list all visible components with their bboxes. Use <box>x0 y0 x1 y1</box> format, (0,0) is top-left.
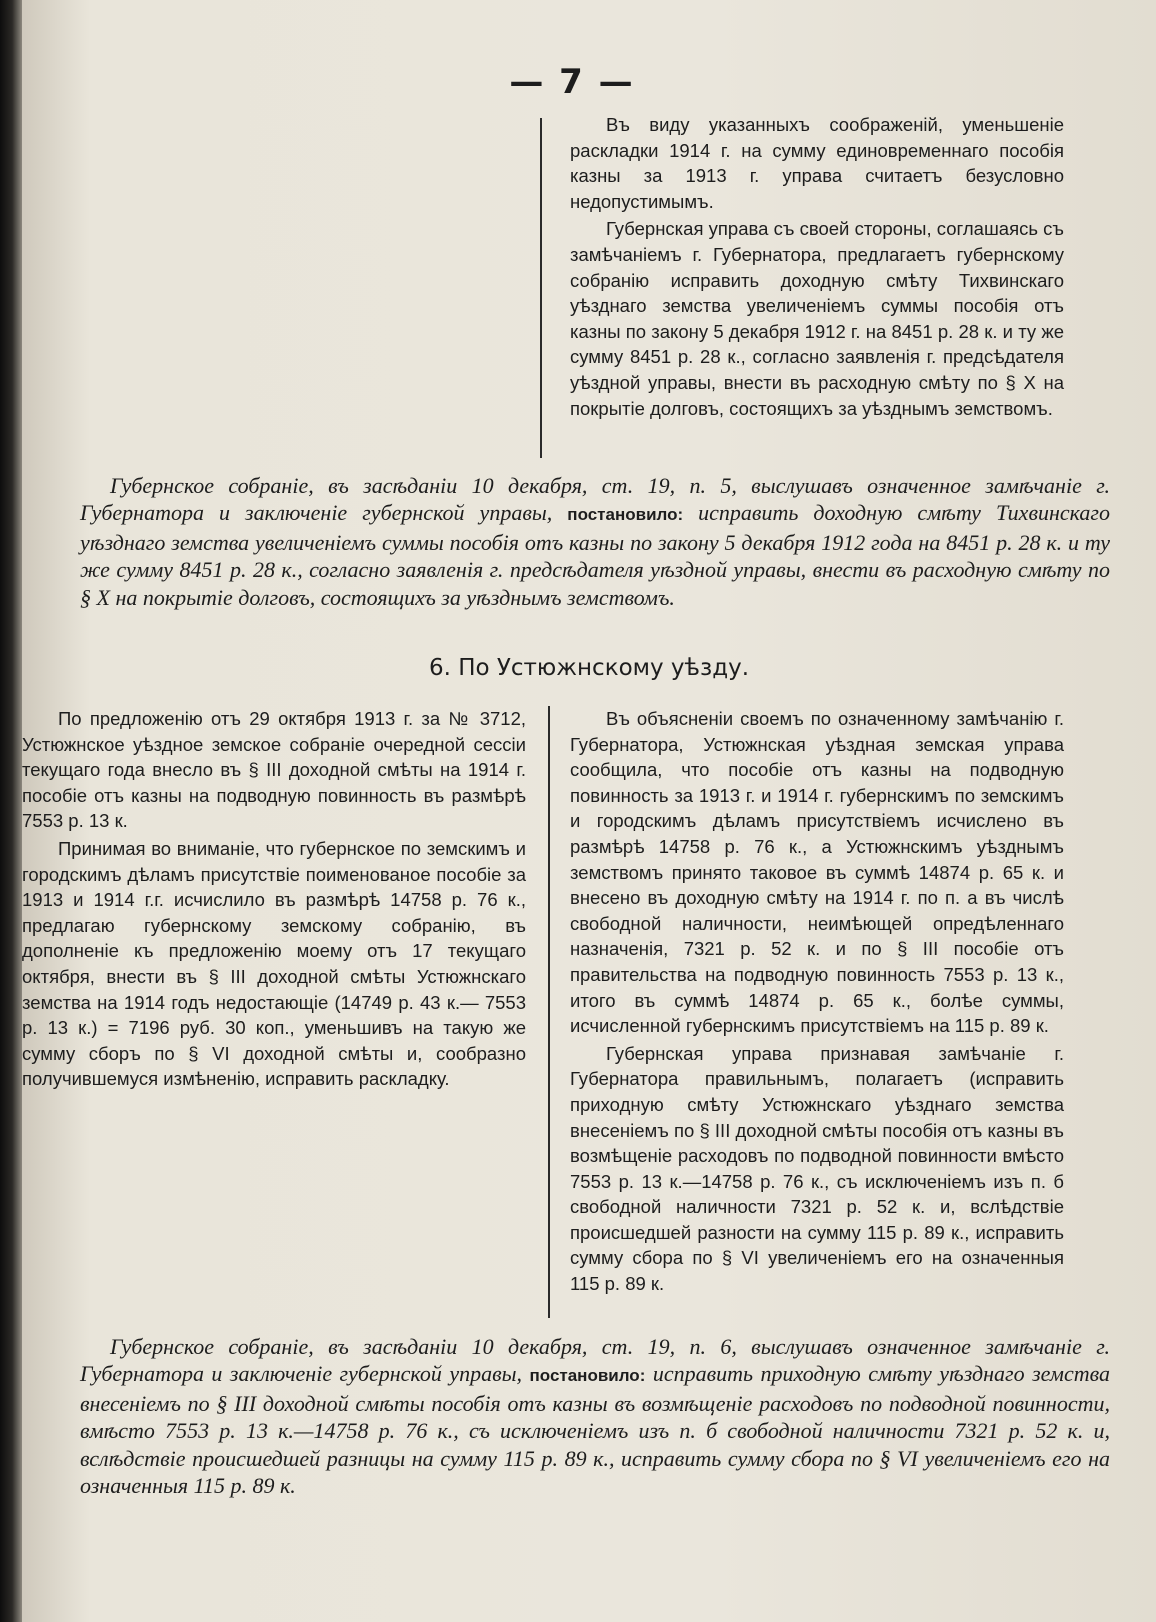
section1-right-column <box>570 112 1064 421</box>
column-divider-bottom <box>548 706 550 1318</box>
section1-paragraph-2: Губернская управа съ своей стороны, соглашаясь съ замѣчаніемъ г. Губернатора, предлагаетъ губернскому собранію исправить доходную смѣту Тихвинскаго уѣзднаго земства увеличеніемъ суммы пособія отъ казны по закону 5 декабря 1912 г. на 8451 р. 28 к. и ту же сумму 8451 р. 28 к., согласно заявленія г. предсѣдателя уѣздной управы, внести въ расходную смѣту по § X на покрытіе долговъ, состоящихъ за уѣзднымъ земствомъ. <box>570 218 1064 419</box>
resolution-ustyuzhna <box>80 1333 1110 1499</box>
column-divider-top <box>540 118 542 458</box>
section-heading-ustyuzhna: 6. По Устюжнскому уѣзду. <box>428 655 750 681</box>
resolution-tikhvin-verdict: постановило: <box>567 505 684 525</box>
resolution-ustyuzhna-text: исправить приходную смѣту уѣзднаго земства внесеніемъ по § III доходной смѣты пособія отъ казны въ возмѣщеніе расходовъ по подводной повинности, вмѣсто 7553 р. 13 к.—14758 р. 76 к., съ исключеніемъ изъ п. б свободной наличности 7321 р. 52 к. и, вслѣдствіе происшедшей разницы на сумму 115 р. 89 к., исправить сумму сбора по § VI увеличеніемъ его на означенныя 115 р. 89 к. <box>80 1361 1110 1499</box>
document-page <box>22 0 1156 1622</box>
section2-left-column <box>22 706 526 1092</box>
page-number: — 7 — <box>509 62 635 102</box>
resolution-tikhvin <box>80 472 1110 611</box>
resolution-tikhvin-text: исправить доходную смѣту Тихвинскаго уѣзднаго земства увеличеніемъ суммы пособія отъ казны по закону 5 декабря 1912 года на 8451 р. 28 к. и ту же сумму 8451 р. 28 к., согласно заявленія г. предсѣдателя уѣздной управы, внести въ расходную смѣту по § X на покрытіе долговъ, состоящихъ за уѣзднымъ земствомъ. <box>80 500 1111 610</box>
section2-left-paragraph-2: Принимая во вниманіе, что губернское по земскимъ и городскимъ дѣламъ присутствіе поименованое пособіе за 1913 и 1914 г.г. исчислило въ размѣрѣ 14758 р. 76 к., предлагаю губернскому земскому собранію, въ дополненіе къ предложенію моему отъ 17 текущаго октября, внести въ § III доходной смѣты Устюжнскаго земства на 1914 годъ недостающіе (14749 р. 43 к.— 7553 р. 13 к.) = 7196 руб. 30 коп., уменьшивъ на такую же сумму сборъ по § VI доходной смѣты и, сообразно получившемуся измѣненію, исправить раскладку. <box>22 837 526 1090</box>
book-spine-shadow <box>0 0 22 1622</box>
resolution-ustyuzhna-verdict: постановило: <box>529 1366 646 1386</box>
section1-paragraph-1: Въ виду указанныхъ соображеній, уменьшеніе раскладки 1914 г. на сумму единовременнаго пособія казны за 1913 г. управа считаетъ безусловно недопустимымъ. <box>570 114 1064 212</box>
section2-right-paragraph-1: Въ объясненіи своемъ по означенному замѣчанію г. Губернатора, Устюжнская уѣздная земская управа сообщила, что пособіе отъ казны на подводную повинность за 1913 г. и 1914 г. губернскимъ по земскимъ и городскимъ дѣламъ присутствіемъ исчислено въ размѣрѣ 14758 р. 76 к., а Устюжнскимъ уѣзднымъ земствомъ принято таковое въ суммѣ 14874 р. 65 к. и внесено въ доходную смѣту на 1914 г. по п. а въ числѣ свободной наличности, неимѣющей опредѣленнаго назначенія, 7321 р. 52 к. и по § III пособіе отъ правительства на подводную повинность 7553 р. 13 к., итого въ суммѣ 14874 р. 65 к., болѣе суммы, исчисленной губернскимъ присутствіемъ на 115 р. 89 к. <box>570 708 1064 1037</box>
section2-right-paragraph-2: Губернская управа признавая замѣчаніе г. Губернатора правильнымъ, полагаетъ (исправить приходную смѣту Устюжнскаго уѣзднаго земства внесеніемъ по § III доходной смѣты пособія отъ казны въ возмѣщеніе расходовъ по подводной повинности вмѣсто 7553 р. 13 к.—14758 р. 76 к., съ исключеніемъ изъ п. б свободной наличности 7321 р. 52 к. и, вслѣдствіе происшедшей разности на сумму 115 р. 89 к., исправить сумму сбора по § VI увеличеніемъ его на означенныя 115 р. 89 к. <box>570 1042 1064 1295</box>
section2-right-column <box>570 706 1064 1297</box>
resolution-ustyuzhna-lead: Губернское собраніе, въ засѣданіи 10 декабря, ст. 19, п. 6, выслушавъ означенное замѣчаніе г. Губернатора и заключеніе губернской управы, <box>80 1334 1110 1387</box>
section2-left-paragraph-1: По предложенію отъ 29 октября 1913 г. за № 3712, Устюжнское уѣздное земское собраніе очередной сессіи текущаго года внесло въ § III доходной смѣты на 1914 г. пособіе отъ казны на подводную повинность въ размѣрѣ 7553 р. 13 к. <box>22 708 526 832</box>
resolution-tikhvin-lead: Губернское собраніе, въ засѣданіи 10 декабря, ст. 19, п. 5, выслушавъ означенное замѣчаніе г. Губернатора и заключеніе губернской управы, <box>80 473 1110 526</box>
